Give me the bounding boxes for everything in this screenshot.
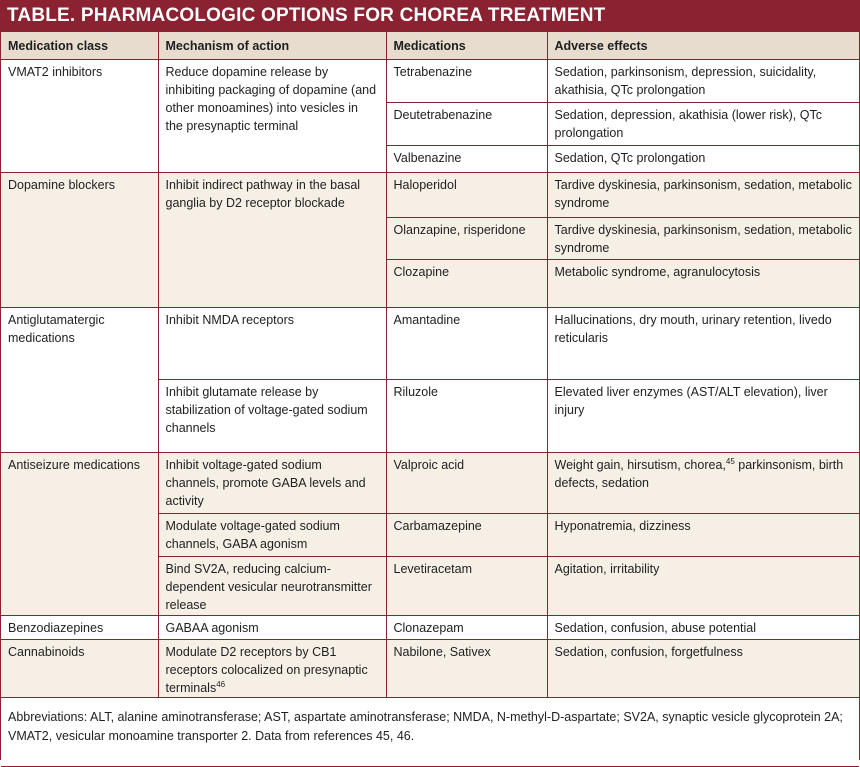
table-row bbox=[1, 640, 859, 698]
mechanism-cell: Bind SV2A, reducing calcium-dependent vesicular neurotransmitter release bbox=[158, 557, 386, 616]
adverse-cell: Hallucinations, dry mouth, urinary retention, livedo reticularis bbox=[547, 308, 859, 380]
medication-cell: Carbamazepine bbox=[386, 514, 547, 557]
medication-cell: Olanzapine, risperidone bbox=[386, 218, 547, 260]
medication-cell: Levetiracetam bbox=[386, 557, 547, 616]
adverse-cell: Sedation, confusion, abuse potential bbox=[547, 616, 859, 640]
medication-cell: Haloperidol bbox=[386, 173, 547, 218]
medication-cell: Valbenazine bbox=[386, 146, 547, 173]
adverse-cell: Agitation, irritability bbox=[547, 557, 859, 616]
header-medication-class: Medication class bbox=[1, 32, 158, 60]
medication-cell: Deutetrabenazine bbox=[386, 103, 547, 146]
medication-cell: Tetrabenazine bbox=[386, 60, 547, 103]
table-row bbox=[1, 453, 859, 514]
adverse-cell: Elevated liver enzymes (AST/ALT elevation), liver injury bbox=[547, 380, 859, 453]
mechanism-cell: GABAA agonism bbox=[158, 616, 386, 640]
header-mechanism: Mechanism of action bbox=[158, 32, 386, 60]
mechanism-cell: Reduce dopamine release by inhibiting packaging of dopamine (and other monoamines) into vesicles in the presynaptic terminal bbox=[158, 60, 386, 173]
footnote-row bbox=[1, 698, 859, 767]
class-cell: Antiseizure medications bbox=[1, 453, 158, 616]
adverse-cell: Tardive dyskinesia, parkinsonism, sedation, metabolic syndrome bbox=[547, 218, 859, 260]
mechanism-cell bbox=[158, 640, 386, 698]
table-row bbox=[1, 173, 859, 218]
mechanism-cell: Modulate voltage-gated sodium channels, GABA agonism bbox=[158, 514, 386, 557]
mechanism-cell: Inhibit voltage-gated sodium channels, promote GABA levels and activity bbox=[158, 453, 386, 514]
table-row bbox=[1, 60, 859, 103]
adverse-cell: Hyponatremia, dizziness bbox=[547, 514, 859, 557]
mechanism-cell: Inhibit glutamate release by stabilization of voltage-gated sodium channels bbox=[158, 380, 386, 453]
table-row bbox=[1, 308, 859, 380]
medication-cell: Clozapine bbox=[386, 260, 547, 308]
adverse-cell: Sedation, QTc prolongation bbox=[547, 146, 859, 173]
reference-superscript: 45 bbox=[725, 457, 735, 466]
table-row bbox=[1, 616, 859, 640]
medication-cell: Riluzole bbox=[386, 380, 547, 453]
medication-cell: Amantadine bbox=[386, 308, 547, 380]
mechanism-text: Modulate D2 receptors by CB1 receptors colocalized on presynaptic terminals bbox=[165, 645, 368, 695]
class-cell: Antiglutamatergic medications bbox=[1, 308, 158, 453]
mechanism-cell: Inhibit indirect pathway in the basal ganglia by D2 receptor blockade bbox=[158, 173, 386, 308]
class-cell: VMAT2 inhibitors bbox=[1, 60, 158, 173]
adverse-text: parkinsonism, birth defects, sedation bbox=[554, 458, 844, 490]
medication-cell: Clonazepam bbox=[386, 616, 547, 640]
adverse-cell: Metabolic syndrome, agranulocytosis bbox=[547, 260, 859, 308]
adverse-cell: Sedation, depression, akathisia (lower risk), QTc prolongation bbox=[547, 103, 859, 146]
reference-superscript: 46 bbox=[216, 680, 226, 689]
header-row bbox=[1, 32, 859, 60]
chorea-treatment-table bbox=[1, 31, 859, 767]
class-cell: Dopamine blockers bbox=[1, 173, 158, 308]
mechanism-cell: Inhibit NMDA receptors bbox=[158, 308, 386, 380]
medication-cell: Nabilone, Sativex bbox=[386, 640, 547, 698]
class-cell: Benzodiazepines bbox=[1, 616, 158, 640]
adverse-cell: Sedation, confusion, forgetfulness bbox=[547, 640, 859, 698]
class-cell: Cannabinoids bbox=[1, 640, 158, 698]
adverse-cell: Tardive dyskinesia, parkinsonism, sedation, metabolic syndrome bbox=[547, 173, 859, 218]
adverse-cell bbox=[547, 453, 859, 514]
medication-cell: Valproic acid bbox=[386, 453, 547, 514]
table-title: TABLE. PHARMACOLOGIC OPTIONS FOR CHOREA TREATMENT bbox=[1, 1, 859, 31]
footnote: Abbreviations: ALT, alanine aminotransferase; AST, aspartate aminotransferase; NMDA, N-methyl-D-aspartate; SV2A, synaptic vesicle glycoprotein 2A; VMAT2, vesicular monoamine transporter 2. Data from references 45, 46. bbox=[1, 698, 859, 767]
header-medications: Medications bbox=[386, 32, 547, 60]
header-adverse-effects: Adverse effects bbox=[547, 32, 859, 60]
adverse-cell: Sedation, parkinsonism, depression, suicidality, akathisia, QTc prolongation bbox=[547, 60, 859, 103]
adverse-text: Weight gain, hirsutism, chorea, bbox=[554, 458, 726, 472]
